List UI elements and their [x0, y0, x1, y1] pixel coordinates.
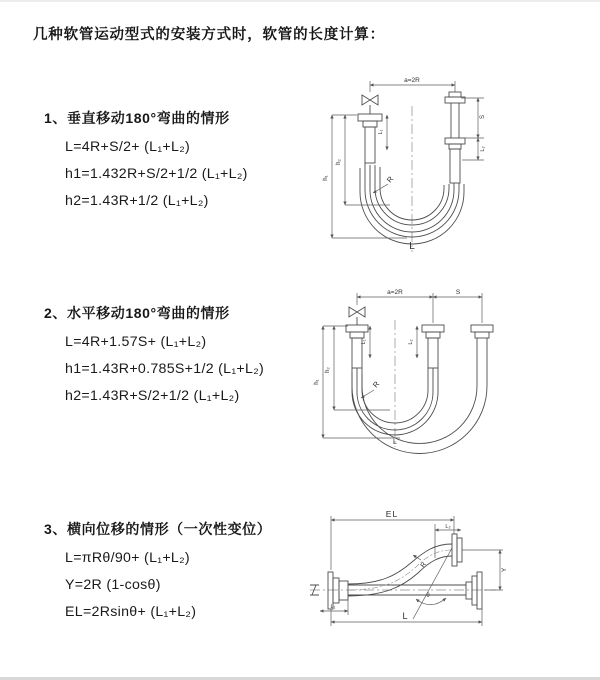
label-length: L — [409, 241, 415, 252]
formula-EL: EL=2Rsinθ+ (L₁+L₂) — [65, 604, 197, 620]
formula-h2: h2=1.43R+1/2 (L₁+L₂) — [65, 193, 209, 209]
braided-hose — [450, 149, 460, 183]
dim-label-a2r: a=2R — [404, 77, 420, 84]
label-bend-radius: R — [419, 561, 428, 570]
dim-label-s: S — [455, 289, 461, 296]
valve-icon — [349, 307, 365, 325]
section-vertical-movement — [44, 108, 248, 209]
dim-label-h1: h₁ — [323, 175, 329, 181]
label-bend-radius: R — [370, 379, 382, 390]
right-flange-straight — [466, 572, 482, 609]
dim-label-y: Y — [501, 567, 508, 573]
diagram-vertical-180-bend — [312, 70, 600, 270]
formula-h2: h2=1.43R+S/2+1/2 (L₁+L₂) — [65, 388, 240, 404]
dim-label-l1: L₁ — [330, 604, 336, 610]
formula-L: L=πRθ/90+ (L₁+L₂) — [65, 550, 190, 566]
label-length: L — [393, 439, 397, 446]
section-1-heading: 1、垂直移动180°弯曲的情形 — [44, 110, 230, 126]
dim-label-l1: L₁ — [378, 129, 384, 135]
diagram-horizontal-180-bend — [310, 282, 600, 478]
formula-L: L=4R+S/2+ (L₁+L₂) — [65, 139, 191, 155]
formula-h1: h1=1.432R+S/2+1/2 (L₁+L₂) — [65, 166, 248, 182]
hose-displaced-s-curve — [348, 544, 452, 596]
dim-label-l2: L₂ — [445, 524, 451, 530]
label-theta: θ — [426, 593, 430, 599]
dim-label-el: EL — [385, 509, 399, 519]
section-horizontal-movement — [44, 303, 264, 404]
upper-flange-displaced — [452, 534, 462, 566]
formula-h1: h1=1.43R+0.785S+1/2 (L₁+L₂) — [65, 361, 265, 377]
dim-label-h1: h₁ — [314, 379, 320, 385]
right-flange-displaced — [471, 325, 493, 356]
page-title: 几种软管运动型式的安装方式时，软管的长度计算： — [33, 27, 385, 43]
middle-flange — [422, 325, 444, 368]
left-flange — [346, 325, 368, 368]
braided-hose — [428, 338, 438, 368]
formula-L: L=4R+1.57S+ (L₁+L₂) — [65, 334, 207, 350]
dimension-lines — [320, 516, 503, 626]
diagram-lateral-displacement — [300, 498, 600, 666]
dim-label-l2: L₂ — [408, 339, 414, 345]
dim-label-h2: h₂ — [325, 367, 331, 373]
braided-hose — [365, 127, 375, 163]
left-flange — [358, 114, 382, 163]
dim-label-a2r: a=2R — [387, 289, 403, 296]
dim-label-l1: L₁ — [361, 339, 367, 345]
dimension-lines — [323, 293, 482, 438]
dim-label-h2: h₂ — [336, 159, 342, 165]
dimension-lines — [332, 81, 484, 238]
right-pipe-assembly — [445, 92, 465, 183]
dim-label-l2: L₂ — [480, 146, 486, 152]
section-lateral-displacement — [44, 519, 271, 620]
label-bend-radius: R — [384, 174, 396, 185]
hose-u-bend-position2 — [352, 356, 487, 454]
section-2-heading: 2、水平移动180°弯曲的情形 — [44, 305, 230, 321]
formula-Y: Y=2R (1-cosθ) — [65, 577, 161, 593]
dim-label-s: S — [480, 114, 486, 120]
valve-icon — [362, 95, 378, 114]
label-length: L — [402, 611, 408, 621]
section-3-heading: 3、横向位移的情形（一次性变位） — [44, 521, 272, 537]
